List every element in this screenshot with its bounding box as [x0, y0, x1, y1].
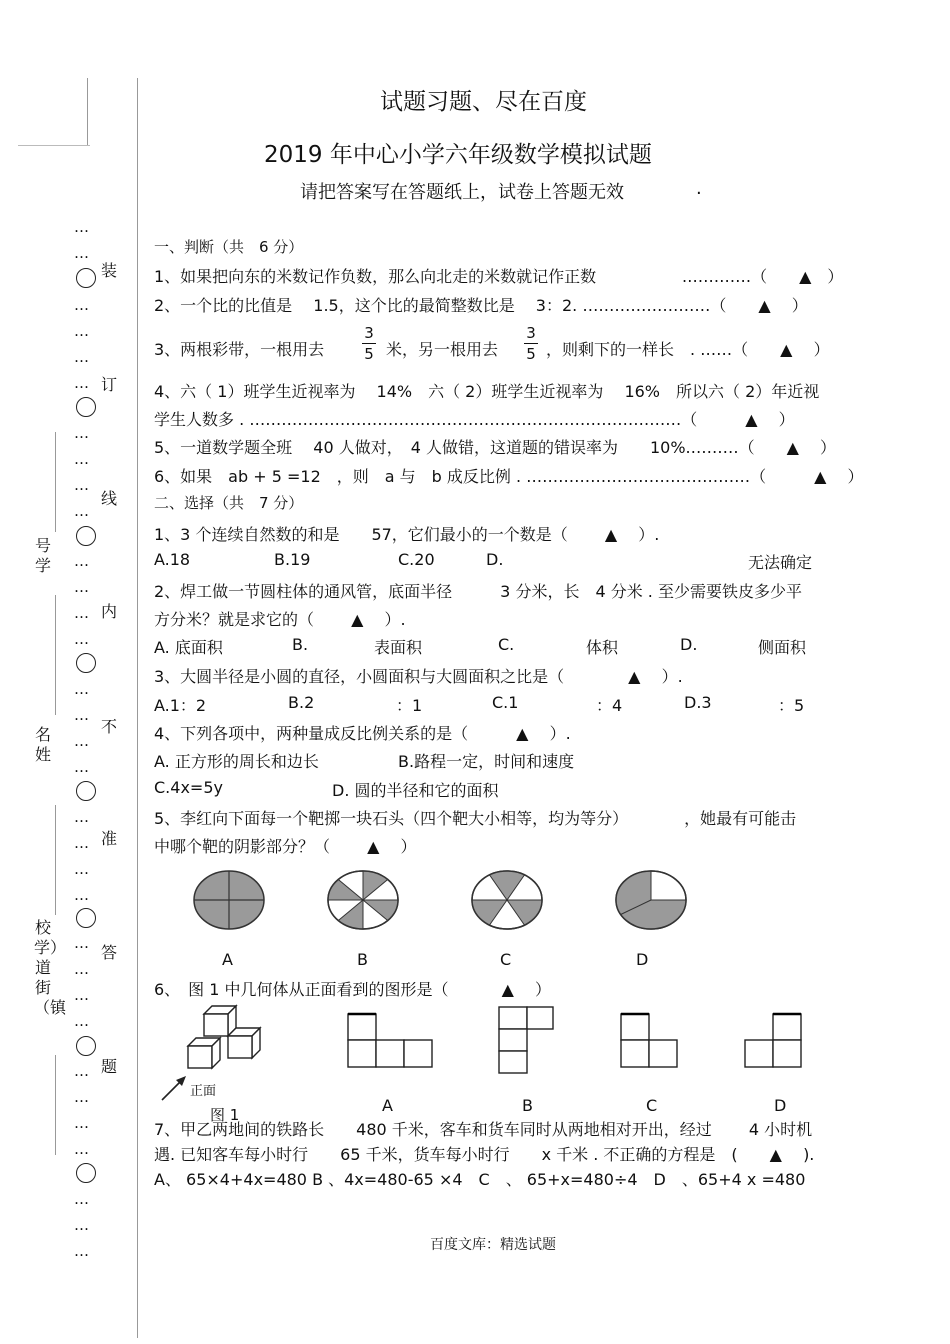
- choice-3-option-c-ratio: ：4: [596, 696, 623, 715]
- name-field-line-1: [55, 432, 56, 532]
- choice-3-option-b-ratio: ：1: [396, 696, 423, 715]
- judge-question-5: 5、一道数学题全班 40 人做对， 4 人做错，这道题的错误率为 10%.………（ ▲ ）: [154, 438, 837, 457]
- fraction-1-bar: [362, 343, 376, 344]
- choice-7-options: A、 65×4+4x=480 B 、4x=480-65 ×4 C 、 65+x=480÷4 D 、65+4 x =480: [154, 1170, 806, 1189]
- margin-dots: …: [74, 808, 90, 826]
- choice-1-option-a: A.18: [154, 550, 191, 569]
- choice-question-4: 4、下列各项中，两种量成反比例关系的是（ ▲ ）.: [154, 724, 571, 743]
- target-c-label: C: [500, 950, 512, 969]
- choice-4-option-b: B.路程一定，时间和速度: [398, 752, 575, 771]
- fraction-2: [524, 324, 538, 363]
- choice-2-option-d-text: 侧面积: [758, 638, 807, 657]
- target-a-figure: [192, 868, 266, 932]
- choice-1-option-c: C.20: [398, 550, 435, 569]
- choice-question-5-line1: 5、李红向下面每一个靶掷一块石头（四个靶大小相等，均为等分） ，她最有可能击: [154, 809, 797, 828]
- fraction-2-numerator: 3: [526, 324, 536, 342]
- fraction-1-denominator: 5: [364, 345, 374, 363]
- margin-dots: …: [74, 578, 90, 596]
- view-d-figure: [744, 1012, 802, 1070]
- choice-2-option-d: D.: [680, 635, 698, 654]
- choice-4-option-a: A. 正方形的周长和边长: [154, 752, 319, 771]
- judge-question-2: 2、一个比的比值是 1.5，这个比的最简整数比是 3：2. ……………………（ ▲ ）: [154, 296, 808, 315]
- choice-3-option-b: B.2: [288, 693, 315, 712]
- section2-heading: 二、选择（共 7 分）: [154, 494, 304, 512]
- choice-3-option-d: D.3: [684, 693, 712, 712]
- margin-dots: …: [74, 348, 90, 366]
- margin-dots: …: [74, 886, 90, 904]
- judge-question-1-answer: .…………（ ▲ ）: [682, 267, 844, 286]
- choice-question-5-line2: 中哪个靶的阴影部分？（ ▲ ）: [154, 837, 417, 856]
- margin-dots: …: [74, 1242, 90, 1260]
- margin-dots: …: [74, 758, 90, 776]
- page-title: 2019 年中心小学六年级数学模拟试题: [264, 142, 652, 168]
- name-field-line-2: [55, 595, 56, 715]
- view-b-figure: [498, 1006, 556, 1074]
- view-a-figure: [347, 1012, 433, 1070]
- judge-question-3-part2: 米，另一根用去: [386, 340, 499, 359]
- choice-question-7-line2: 遇. 已知客车每小时行 65 千米，货车每小时行 x 千米 . 不正确的方程是 ( ▲ ).: [154, 1145, 815, 1164]
- choice-2-option-b: B.: [292, 635, 309, 654]
- fraction-1-numerator: 3: [364, 324, 374, 342]
- choice-2-option-c: C.: [498, 635, 515, 654]
- margin-circle: [76, 781, 96, 801]
- margin-dots: …: [74, 960, 90, 978]
- choice-question-1: 1、3 个连续自然数的和是 57，它们最小的一个数是（ ▲ ）.: [154, 525, 660, 544]
- view-d-label: D: [774, 1096, 787, 1115]
- page-tagline: 试题习题、尽在百度: [380, 89, 587, 115]
- margin-circle: [76, 1036, 96, 1056]
- choice-4-option-c: C.4x=5y: [154, 778, 223, 797]
- margin-dots: …: [74, 1062, 90, 1080]
- margin-dots: …: [74, 1114, 90, 1132]
- school-label: 校学）道街（镇: [34, 918, 67, 1017]
- judge-question-3-part1: 3、两根彩带，一根用去: [154, 340, 325, 359]
- choice-1-option-d-text: 无法确定: [748, 553, 813, 572]
- margin-dots: …: [74, 1012, 90, 1030]
- margin-dots: …: [74, 244, 90, 262]
- margin-dots: …: [74, 476, 90, 494]
- view-b-label: B: [522, 1096, 533, 1115]
- margin-dots: …: [74, 732, 90, 750]
- choice-2-option-b-text: 表面积: [374, 638, 423, 657]
- view-c-figure: [620, 1012, 678, 1070]
- margin-dots: …: [74, 1190, 90, 1208]
- choice-4-option-d: D. 圆的半径和它的面积: [332, 781, 499, 800]
- margin-dots: …: [74, 296, 90, 314]
- choice-1-option-b: B.19: [274, 550, 311, 569]
- student-number-label: 号学: [34, 536, 51, 575]
- margin-dots: …: [74, 502, 90, 520]
- target-a-label: A: [222, 950, 233, 969]
- margin-dots: …: [74, 1216, 90, 1234]
- margin-dots: …: [74, 218, 90, 236]
- name-field-line-3: [55, 805, 56, 915]
- binding-line-horizontal: [18, 145, 90, 146]
- margin-dots: …: [74, 604, 90, 622]
- binding-line-right: [137, 78, 138, 1338]
- target-b-figure: [326, 868, 400, 932]
- choice-question-6: 6、 图 1 中几何体从正面看到的图形是（ ▲ ）: [154, 980, 552, 999]
- margin-char: 订: [101, 375, 118, 394]
- fraction-1: [362, 324, 376, 363]
- margin-char: 内: [101, 602, 118, 621]
- margin-dots: …: [74, 630, 90, 648]
- page-instruction-dot: .: [696, 178, 702, 199]
- margin-char: 准: [101, 829, 118, 848]
- choice-1-option-d: D.: [486, 550, 504, 569]
- target-d-figure: [614, 868, 688, 932]
- margin-char: 答: [101, 943, 118, 962]
- figure-1-front-label: 正面: [190, 1084, 217, 1099]
- page-footer: 百度文库：精选试题: [430, 1237, 556, 1253]
- margin-dots: …: [74, 834, 90, 852]
- choice-3-option-c: C.1: [492, 693, 519, 712]
- margin-circle: [76, 908, 96, 928]
- margin-dots: …: [74, 374, 90, 392]
- margin-char: 线: [101, 489, 118, 508]
- fraction-2-bar: [524, 343, 538, 344]
- margin-dots: …: [74, 680, 90, 698]
- figure-1-caption: 图 1: [210, 1106, 240, 1124]
- choice-question-7-line1: 7、甲乙两地间的铁路长 480 千米，客车和货车同时从两地相对开出，经过 4 小时机: [154, 1120, 813, 1139]
- choice-3-option-a: A.1：2: [154, 696, 207, 715]
- margin-circle: [76, 526, 96, 546]
- margin-dots: …: [74, 322, 90, 340]
- page-instruction: 请把答案写在答题纸上，试卷上答题无效: [300, 182, 624, 203]
- choice-2-option-c-text: 体积: [586, 638, 619, 657]
- margin-dots: …: [74, 986, 90, 1004]
- margin-dots: …: [74, 706, 90, 724]
- target-c-figure: [470, 868, 544, 932]
- judge-question-4-line2: 学生人数多 . ………………………………………………………………………（ ▲ ）: [154, 410, 795, 429]
- margin-circle: [76, 653, 96, 673]
- target-b-label: B: [357, 950, 368, 969]
- view-c-label: C: [646, 1096, 658, 1115]
- judge-question-3-part3: ，则剩下的一样长 . ……（ ▲ ）: [546, 340, 830, 359]
- margin-dots: …: [74, 450, 90, 468]
- name-field-line-4: [55, 1055, 56, 1155]
- margin-char: 装: [101, 261, 118, 280]
- margin-dots: …: [74, 1140, 90, 1158]
- view-a-label: A: [382, 1096, 393, 1115]
- fraction-2-denominator: 5: [526, 345, 536, 363]
- choice-question-2-line1: 2、焊工做一节圆柱体的通风管，底面半径 3 分米，长 4 分米 . 至少需要铁皮多少平: [154, 582, 802, 601]
- margin-dots: …: [74, 552, 90, 570]
- margin-dots: …: [74, 934, 90, 952]
- name-label: 名姓: [34, 725, 51, 764]
- judge-question-1: 1、如果把向东的米数记作负数，那么向北走的米数就记作正数: [154, 267, 597, 286]
- target-d-label: D: [636, 950, 649, 969]
- margin-circle: [76, 268, 96, 288]
- margin-circle: [76, 1163, 96, 1183]
- margin-char: 不: [101, 717, 118, 736]
- choice-question-3: 3、大圆半径是小圆的直径，小圆面积与大圆面积之比是（ ▲ ）.: [154, 667, 683, 686]
- choice-3-option-d-ratio: ：5: [778, 696, 805, 715]
- judge-question-6: 6、如果 ab + 5 =12 ，则 a 与 b 成反比例 . ……………………………………（ ▲ ）: [154, 467, 864, 486]
- section1-heading: 一、判断（共 6 分）: [154, 238, 304, 256]
- binding-line-top: [87, 78, 88, 146]
- judge-question-4-line1: 4、六（ 1）班学生近视率为 14% 六（ 2）班学生近视率为 16% 所以六（ 2）年近视: [154, 382, 820, 401]
- choice-2-option-a: A. 底面积: [154, 638, 223, 657]
- margin-circle: [76, 397, 96, 417]
- margin-dots: …: [74, 424, 90, 442]
- margin-char: 题: [101, 1057, 118, 1076]
- margin-dots: …: [74, 860, 90, 878]
- margin-dots: …: [74, 1088, 90, 1106]
- choice-question-2-line2: 方分米？就是求它的（ ▲ ）.: [154, 610, 406, 629]
